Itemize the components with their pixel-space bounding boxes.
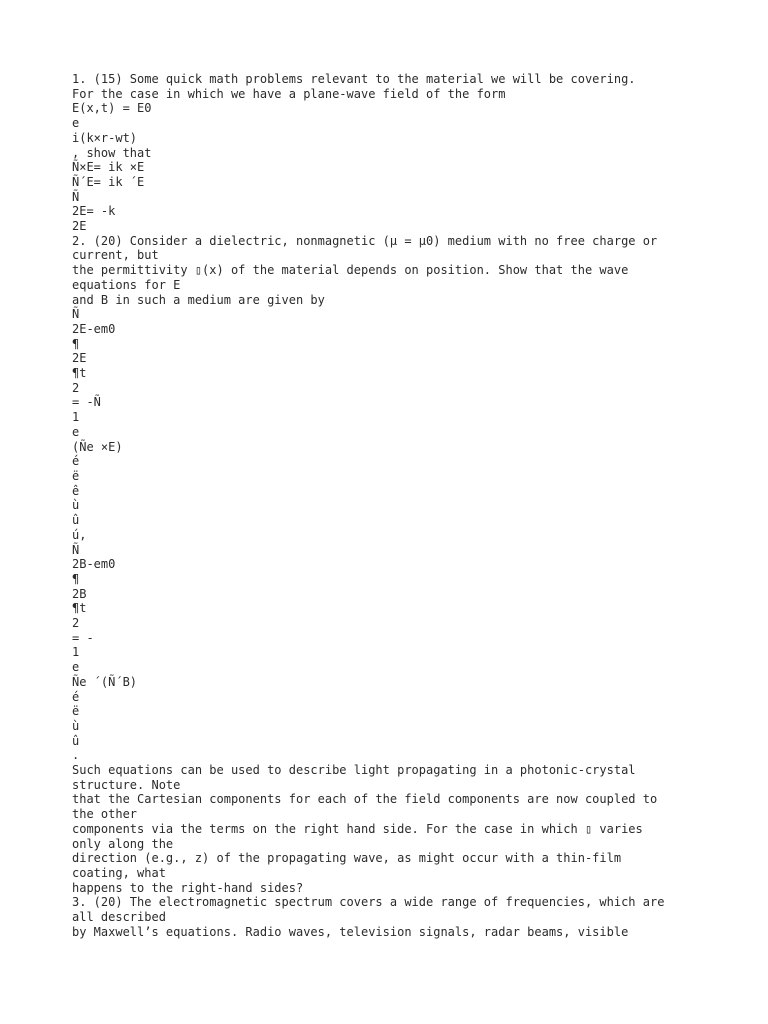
text-line: 2B-em0: [72, 557, 116, 572]
text-line: 1. (15) Some quick math problems relevant to the material we will be covering.: [72, 72, 636, 86]
text-line: 3. (20) The electromagnetic spectrum covers a wide range of frequencies, which are: [72, 895, 665, 910]
text-line: = -Ñ: [72, 395, 101, 410]
text-line: 2E= -k: [72, 204, 116, 219]
text-line: happens to the right-hand sides?: [72, 880, 304, 895]
text-line: Ñ´E= ik ´E: [72, 174, 145, 189]
text-line: 2: [72, 380, 80, 395]
text-line: i(k×r-wt): [72, 130, 138, 145]
text-line: that the Cartesian components for each of the field components are now coupled to: [72, 792, 658, 807]
text-line: ¶: [72, 571, 80, 586]
text-line: ù: [72, 498, 80, 513]
text-line: components via the terms on the right hand side. For the case in which ▯ varies: [72, 821, 643, 836]
text-line: E(x,t) = E0: [72, 101, 152, 116]
text-line: Ñ×E= ik ×E: [72, 160, 145, 175]
text-line: é: [72, 689, 80, 704]
text-line: ¶t: [72, 601, 87, 616]
text-line: , show that: [72, 145, 152, 160]
text-line: û: [72, 513, 80, 528]
text-line: .: [72, 748, 80, 763]
text-line: Ñ: [72, 542, 80, 557]
text-line: ¶t: [72, 366, 87, 381]
text-line: direction (e.g., z) of the propagating wave, as might occur with a thin-film: [72, 851, 622, 866]
text-line: 2: [72, 616, 80, 631]
text-line: = -: [72, 630, 94, 645]
text-line: Such equations can be used to describe light propagating in a photonic-crystal: [72, 763, 636, 778]
text-line: 1: [72, 410, 80, 425]
text-line: structure. Note: [72, 777, 181, 792]
text-line: only along the: [72, 836, 174, 851]
text-line: equations for E: [72, 277, 181, 292]
text-line: Ñ: [72, 189, 80, 204]
text-line: the permittivity ▯(x) of the material depends on position. Show that the wave: [72, 263, 629, 278]
text-line: current, but: [72, 248, 159, 263]
text-line: 2E: [72, 351, 87, 366]
text-line: ù: [72, 718, 80, 733]
text-line: ê: [72, 483, 80, 498]
text-line: 2E: [72, 219, 87, 234]
document-text: [72, 72, 752, 939]
text-line: all described: [72, 910, 166, 925]
text-line: ë: [72, 704, 80, 719]
text-line: 2E-em0: [72, 321, 116, 336]
text-line: 2B: [72, 586, 87, 601]
text-line: 2. (20) Consider a dielectric, nonmagnetic (μ = μ0) medium with no free charge or: [72, 233, 658, 248]
text-line: 1: [72, 645, 80, 660]
text-line: Ñe ´(Ñ´B): [72, 674, 138, 689]
text-line: Ñ: [72, 307, 80, 322]
text-line: e: [72, 116, 80, 131]
text-line: e: [72, 660, 80, 675]
text-line: For the case in which we have a plane-wave field of the form: [72, 86, 506, 101]
text-line: e: [72, 424, 80, 439]
text-line: (Ñe ×E): [72, 439, 123, 454]
text-line: ¶: [72, 336, 80, 351]
text-line: the other: [72, 807, 138, 822]
text-line: é: [72, 454, 80, 469]
text-line: û: [72, 733, 80, 748]
text-line: ú,: [72, 527, 87, 542]
text-line: and B in such a medium are given by: [72, 292, 325, 307]
text-line: ë: [72, 468, 80, 483]
text-line: coating, what: [72, 865, 166, 880]
text-line: by Maxwell’s equations. Radio waves, television signals, radar beams, visible: [72, 924, 629, 939]
